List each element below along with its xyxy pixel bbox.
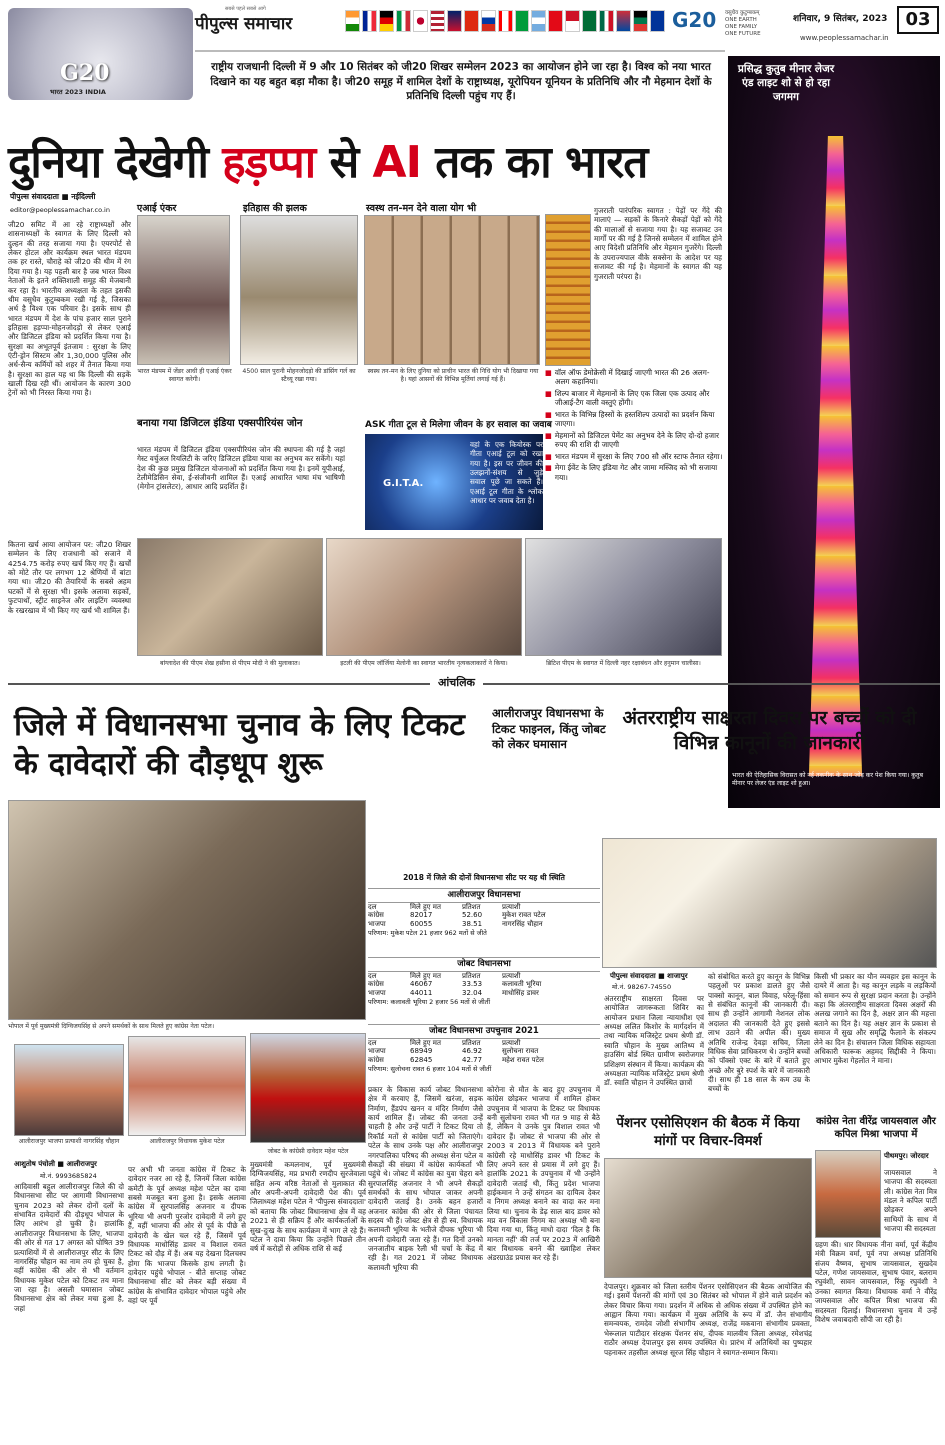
stats-cell: कांग्रेस	[368, 1056, 384, 1065]
stats-cell: 82017	[410, 911, 433, 920]
flag-icon	[650, 10, 665, 32]
page-number: 03	[897, 6, 939, 34]
article-column: पर अभी भी जनता कांग्रेस में टिकट के दावेदार नजर आ रहे हैं, जिनमें जिला कांग्रेस कमेटी के पूर्व अध्यक्ष महेश पटेल का दावा सबसे मजबूत बना हुआ है। इसके अलावा कांग्रेस में सुरपालसिंह अजनार व दीपक भूरिया भी अपनी पुरजोर दावेदारी में लगे हुए हैं, वहीं भाजपा की ओर से पूर्व के पीछे से दावेदारी के खेल चल रहे हैं, जिसमें पूर्व विधायक माधोसिंह डावर व विशाल रावत टिकट को दौड़ में हैं। अब यह देखना दिलचस्प होगा कि भाजपा किसके हाथ लगती है। दावेदार पहुंचे भोपाल - बीते सप्ताह जोबट विधानसभा सीट को लेकर बड़ी संख्या में कांग्रेस के संभावित दावेदार भोपाल पहुंचे और वहां पर पूर्व	[128, 1165, 246, 1306]
g20-logo-text: G20	[60, 60, 110, 86]
byline-email[interactable]: editor@peoplessamachar.co.in	[10, 206, 110, 214]
lead-body: जी20 समिट में आ रहे राष्ट्राध्यक्षों और शासनाध्यक्षों के स्वागत के लिए दिल्ली को दुल्हन की तरह सजाया गया है। एयरपोर्ट से लेकर होटल और कार्यक्रम स्थल भारत मंडपम तक हर रास्ते, चौराहे को जी20 की थीम में रंग दिया गया है। यह पहली बार है जब भारत विश्व नेताओं के इतने शक्तिशाली समूह की मेजबानी कर रहा है। भारतीय अध्यक्षता के तहत इसकी थीम वसुधैव कुटुम्बकम रखी गई है, जिसका अर्थ है विश्व एक परिवार है। इसके साथ ही भारत मंडपम में देश के पांच हजार साल पुराने इतिहास हड़प्पा-मोहनजोदड़ो से लेकर एआई और डिजिटल इंडिया को प्रदर्शित किया गया है। सुरक्षा का अभूतपूर्व इंतजाम : सुरक्षा के लिए एंटी-ड्रोन सिस्टम और 1,30,000 पुलिस और अर्ध-सैन्य कर्मियों को शहर में तैनात किया गया है। सुरक्षा का हाल यह था कि दिल्ली की सड़कें खाली दिख रही थीं। आयोजन के कारण 300 ट्रेनों को भी निरस्त किया गया है।	[8, 220, 131, 398]
bullet-text: भारत के विभिन्न हिस्सों के हस्तशिल्प उत्पादों का प्रदर्शन किया जाएगा।	[554, 409, 715, 429]
candidate-caption: आलीराजपुर विधायक मुकेश पटेल	[149, 1138, 225, 1145]
stats-cell: 60055	[410, 920, 433, 929]
election-side-headline: आलीराजपुर विधानसभा के टिकट फाइनल, किंतु जोबट को लेकर घमासान	[492, 706, 606, 752]
stats-cell: भाजपा	[368, 920, 386, 929]
stats-title: 2018 में जिले की दोनों विधानसभा सीट पर यह थी स्थिति	[403, 873, 565, 882]
flag-icon	[633, 10, 648, 32]
stats-cell: प्रत्याशी	[502, 971, 521, 980]
g20-logo-subtitle: भारत 2023 INDIA	[50, 88, 106, 96]
section-label: आंचलिक	[430, 676, 483, 690]
flag-icon	[498, 10, 513, 32]
stats-cell: 38.51	[462, 920, 483, 929]
article-column: किसी भी प्रकार का यौन व्यवहार इस कानून के दायरे में आता है। यह कानून लड़के व लड़कियों को समान रूप से सुरक्षा प्रदान करता है। उन्होंने कहा कि अंतरराष्ट्रीय साक्षरता दिवस अक्षरों की अलख जगाने का दिन है, अक्षर ज्ञान की महत्ता बताने का दिन है। यह अक्षर ज्ञान के प्रकाश से समाज में सुख और समृद्धि फैलाने के संकल्प लेने का दिन है। संचालन जिला विधिक सहायता अधिकारी फारूक अहमद सिद्दीकी ने किया। आभार मुकेश गेहलोत ने माना।	[814, 972, 936, 1066]
stats-result: परिणाम: मुकेश पटेल 21 हजार 962 मतों से जीते	[368, 928, 487, 937]
flag-icon	[430, 10, 445, 32]
headline-part: दुनिया देखेगी	[8, 137, 223, 188]
yoga-caption: स्वस्थ तन-मन के लिए दुनिया को प्राचीन भारत की निधि योग भी दिखाया गया है। यहां आसनों की विभिन्न मूर्तियां लगाई गई हैं।	[367, 368, 539, 383]
stats-table-jobat	[368, 957, 600, 1006]
bullet-text: मेहमानों को डिजिटल पेमेंट का अनुभव देने के लिए दो-दो हजार रुपए की राशि दी जाएगी	[554, 430, 719, 450]
stats-cell: दल	[368, 971, 377, 980]
stats-head: जोबट विधानसभा उपचुनाव 2021	[368, 1024, 600, 1039]
congress-headline: कांग्रेस नेता वीरेंद्र जायसवाल और कपिल मिश्रा भाजपा में	[816, 1116, 936, 1140]
congress-text: जायसवाल ने भाजपा की सदस्यता ली। कांग्रेस नेता मित्र मंडल ने कपिल पार्टी छोड़कर अपने साथियों के साथ में भाजपा की सदस्यता	[884, 1168, 937, 1234]
byline: पीपुल्स संवाददाता ■ नईदिल्ली	[10, 192, 96, 201]
congress-photo	[815, 1150, 881, 1238]
stats-cell: 46.92	[462, 1047, 483, 1056]
pensioner-text: देपालपुर। शुक्रवार को जिला स्तरीय पेंशनर एसोसिएशन की बैठक आयोजित की गई। इसमें पेंशनरों की मांगों एवं 30 सितंबर को भोपाल में होने वाले प्रदर्शन को लेकर विचार किया गया। प्रदर्शन में अधिक से अधिक संख्या में उपस्थित होने का आह्वान किया गया। कार्यक्रम में मुख्य अतिथि के रूप में डॉ. जैन संभागीय समन्वयक, रामदेव जोशी संभागीय अध्यक्ष, राजेंद्र मकवाना संभागीय प्रवक्ता, भेरूलाल पाटीदार संरक्षक पेंशनर संघ, दीपक मालवीय जिला अध्यक्ष, रमेशचंद्र राठौर अध्यक्ष देपालपुर इस समय उपस्थित थे। प्रारंभ में अतिथियों का पुष्पहार पहनाकर तहसील अध्यक्ष सूरज सिंह चौहान ने स्वागत-सम्मान किया।	[604, 1282, 812, 1357]
stats-cell: दल	[368, 1038, 377, 1047]
flag-icon	[362, 10, 377, 32]
g20-right-subtitle: वसुधैव कुटुम्बकम् ONE EARTH ONE FAMILY ONE FUTURE	[725, 10, 761, 37]
flag-icon	[531, 10, 546, 32]
flag-icon	[616, 10, 631, 32]
bullet-icon: ■	[545, 463, 552, 473]
stats-cell: 33.53	[462, 980, 483, 989]
stats-result: परिणाम: सुलोचना रावत 6 हजार 104 मतों से जीतीं	[368, 1064, 492, 1073]
dateline: पीथमपुर। जोरदार	[884, 1152, 929, 1160]
main-headline	[8, 135, 723, 190]
election-photo	[8, 800, 366, 1020]
stats-cell: 32.04	[462, 989, 483, 998]
stats-cell: 68949	[410, 1047, 433, 1056]
stats-row	[368, 911, 600, 920]
stats-row	[368, 1056, 600, 1065]
candidate-photo	[128, 1036, 246, 1136]
yoga-photo	[364, 215, 540, 365]
stats-cell: 42.77	[462, 1056, 483, 1065]
article-column: अंतरराष्ट्रीय साक्षरता दिवस पर आयोजित जागरूकता शिविर का आयोजन प्रधान जिला न्यायाधीश एवं अध्यक्ष ललित किशोर के मार्गदर्शन में तथा न्यायिक मजिस्ट्रेट प्रथम श्रेणी डॉ. स्वाति चौहान के मुख्य आतिथ्य में हाउसिंग बोर्ड स्थित ग्रामीण स्वरोजगार प्रशिक्षण संस्थान में किया। कार्यक्रम की अध्यक्षता न्यायिक मजिस्ट्रेट प्रथम श्रेणी डॉ. स्वाति चौहान ने उपस्थित छात्रों	[604, 994, 704, 1088]
stats-header-row	[368, 972, 600, 981]
article-column: को संबोधित करते हुए कानून के विभिन्न पहलुओं पर प्रकाश डालते हुए जैसे पाक्सो कानून, बाल विवाह, घरेलू-हिंसा से संबंधित कानूनों की जानकारी दी। साथ ही उन्होंने आगामी नेशनल लोक अदालत की जानकारी देते हुए इससे लाभ उठाने की अपील की। मुख्य अतिथि राजेन्द्र देवड़ा सचिव, जिला विधिक सेवा प्राधिकरण थे। उन्होंने बच्चों को पॉक्सो एक्ट के बारे में बताते हुए अच्छे और बुरे स्पर्श के बारे में जानकारी दी। साथ ही 18 साल के कम उम्र के बच्चों के	[708, 972, 810, 1094]
bullet-text: मेगा ईवेंट के लिए इंडिया गेट और जामा मस्जिद को भी सजाया गया।	[554, 463, 718, 482]
gita-title: ASK गीता टूल से मिलेगा जीवन के हर सवाल का जवाब	[365, 420, 552, 430]
bullet-item	[545, 463, 723, 482]
stats-cell: 62845	[410, 1056, 433, 1065]
stats-cell: कांग्रेस	[368, 980, 384, 989]
history-photo	[240, 215, 358, 365]
bullet-icon: ■	[545, 388, 552, 398]
flag-icon	[379, 10, 394, 32]
flag-icon	[599, 10, 614, 32]
flag-icon	[464, 10, 479, 32]
stats-row	[368, 980, 600, 989]
bullet-icon: ■	[545, 430, 552, 440]
stats-cell: मिले हुए मत	[410, 902, 441, 911]
stats-table-bypoll	[368, 1024, 600, 1073]
ai-anchor-title: एआई एंकर	[137, 203, 177, 214]
flag-icon	[515, 10, 530, 32]
stats-cell: भाजपा	[368, 1047, 386, 1056]
paper-name: पीपुल्स समाचार	[195, 14, 293, 34]
bullet-icon: ■	[545, 409, 552, 419]
byline: पीपुल्स संवाददाता ■ शाजापुर	[610, 972, 688, 980]
stats-cell: कलावती भूरिया	[502, 980, 542, 989]
stats-cell: 52.60	[462, 911, 483, 920]
article-column: कोरोना से मौत के बाद हुए उपचुनाव में कांग्रेस छोड़कर भाजपा में शामिल होकर उपचुनाव में भाजपा के टिकट पर विधायक बनी सुलोचना रावत भी गत 9 माह से बैठे हैं, लेकिन वे उनके पुत्र विशाल रावत भी दावेदार हैं। जोबट से भाजपा की ओर से 2003 व 2013 में विधायक बने पुराने कांग्रेसी रहे माधोसिंह डावर भी टिकट के लिए अपने स्तर से प्रयास में लगे हुए हैं। हालांकि 2021 के उपचुनाव में भी उन्होंने दावेदारी जताई थी, किंतु प्रदेश भाजपा हाईकमान ने उन्हें संगठन का दायित्व देकर व निगम अध्यक्ष बनाने का वादा कर मना लिया था। चुनाव के डेढ़ साल बाद डावर को मप्र वन विकास निगम का अध्यक्ष भी बना दिया गया था, किंतु माधो दादा 'दिल है कि मानता नहीं' की तर्ज पर 2023 में आखिरी बार विधायक बनने की ख्वाहिश लेकर अंडरग्राउंड प्रयास कर रहे हैं।	[487, 1085, 600, 1263]
bullet-icon: ■	[545, 451, 552, 461]
candidate-caption: आलीराजपुर भाजपा प्रत्याशी नागरसिंह चौहान	[18, 1138, 120, 1145]
pensioner-headline: पेंशनर एसोसिएशन की बैठक में किया मांगों पर विचार-विमर्श	[616, 1115, 800, 1149]
bullet-text: वॉल ऑफ डेमोक्रेसी में दिखाई जाएगी भारत की 26 अलग-अलग कहानियां।	[554, 368, 710, 387]
stats-header-row	[368, 903, 600, 912]
bullet-item	[545, 368, 723, 387]
flag-icon	[548, 10, 563, 32]
history-title: इतिहास की झलक	[243, 203, 307, 214]
flag-icon	[345, 10, 360, 32]
tower-shape	[788, 136, 883, 776]
stats-table-alirajpur	[368, 888, 600, 937]
flag-icon	[413, 10, 428, 32]
election-photo-caption: भोपाल में पूर्व मुख्यमंत्री दिग्विजयसिंह से अपने समर्थकों के साथ मिलते हुए कांग्रेस नेता पटेल।	[8, 1023, 215, 1030]
article-column: प्रकार के विकास कार्य जोबट विधानसभा क्षेत्र में करवाए हैं, जिसमें खरंजा, सड़क निर्माण, हैंडपंप खनन व मंदिर निर्माण जैसे कार्य शामिल हैं। जोबट की जनता उन्हें चाहती है और उन्हें पार्टी ने टिकट दिया तो रिकॉर्ड मतों से कांग्रेस पार्टी को जिताएंगे। पटेल के साथ उनके पक्ष और आलीराजपुर नगरपालिका परिषद की अध्यक्ष सेना पटेल व सैकड़ों की संख्या में कांग्रेस कार्यकर्ता भी पहुंचे थे। जोबट में कांग्रेस का युवा चेहरा बने सुरपालसिंह अजनार ने भी अपने सैकड़ों समर्थकों के साथ भोपाल जाकर अपनी दावेदारी जताई है। उनके बहन हजारों अजनार कांग्रेस की ओर से जिला पंचायत सदस्य भी हैं। जोबट क्षेत्र से ही स्व. विधायक कलावती भूरिया के भतीजे दीपक भूरिया भी अपनी दावेदारी जता रहे हैं। गत दिनों उनको जनजातीय बाइक रैली भी चर्चा के केंद्र में रही है। गत 2021 में जोबट विधायक कलावती भूरिया की	[368, 1085, 483, 1272]
gita-label: G.I.T.A.	[383, 478, 424, 489]
paper-tagline: सबसे पहले सबसे आगे	[225, 6, 266, 12]
stats-cell: प्रतिशत	[462, 1038, 481, 1047]
date-line: शनिवार, 9 सितंबर, 2023	[793, 14, 888, 24]
bullet-icon: ■	[545, 368, 552, 377]
literacy-headline: अंतरराष्ट्रीय साक्षरता दिवस पर बच्चों को दी विभिन्न कानूनों की जानकारी	[622, 707, 917, 754]
stats-cell: महेश रावत पटेल	[502, 1056, 544, 1065]
photo-caption: बांग्लादेश की पीएम शेख हसीना से पीएम मोदी ने की मुलाकात।	[160, 660, 300, 667]
stats-cell: कांग्रेस	[368, 911, 384, 920]
divider	[195, 50, 725, 52]
flag-icon	[565, 10, 580, 32]
photo-caption: इटली की पीएम जॉर्जिया मेलोनी का स्वागत भारतीय नृत्यकलाकारों ने किया।	[340, 660, 508, 667]
stats-cell: प्रतिशत	[462, 971, 481, 980]
cost-text: कितना खर्च आया आयोजन पर: जी20 शिखर सम्मेलन के लिए राजधानी को सजाने में 4254.75 करोड़ रुपए खर्च किए गए हैं। खर्चों को मोटे तौर पर लगभग 12 श्रेणियों में बांटा गया था। जी20 की तैयारियों के सबसे अहम घटकों में से सुरक्षा भी। इसके अलावा सड़कों, फुटपाथों, स्ट्रीट साइनेज और लाइटिंग व्यवस्था के रखरखाव में भी किए गए खर्च भी शामिल हैं।	[8, 540, 131, 615]
stats-row	[368, 920, 600, 929]
byline: आशुतोष पंचोली ■ आलीराजपुर	[14, 1160, 97, 1168]
stats-cell: मिले हुए मत	[410, 971, 441, 980]
qutub-caption-bottom: भारत की ऐतिहासिक विरासत को नई तकनीक के साथ जोड़ कर पेश किया गया। कुतुब मीनार पर लेजर एंड लाइट शो हुआ।	[732, 772, 924, 788]
congress-text: ग्रहण की। धार विधायक नीना वर्मा, पूर्व केंद्रीय मंत्री विक्रम वर्मा, पूर्व नपा अध्यक्ष प्रतिनिधि संजय वैष्णव, सुभाष जायसवाल, सुखदेव पटेल, गणेश जायसवाल, सुभाष पंवार, बलराम रघुवंशी, सावन जायसवाल, रिंकू रघुवंशी ने उनका स्वागत किया। विधायक वर्मा ने वीरेंद्र जायसवाल और कपिल मिश्रा भाजपा की सदस्यता दिलाई। विधानसभा चुनाव में उन्हें विशेष जवाबदारी सौंपी जा रही है।	[815, 1240, 937, 1324]
flag-icon	[447, 10, 462, 32]
stats-row	[368, 989, 600, 998]
photo-caption: ब्रिटिश पीएम के स्वागत में दिल्ली नहर रक्षाबंधन और हनुमान चालीसा।	[546, 660, 701, 667]
qutub-minar-photo	[728, 56, 940, 808]
website-url[interactable]: www.peoplessamachar.in	[800, 34, 889, 42]
gujarat-welcome-text: गुजराती पारंपरिक स्वागत : पेड़ों पर गेंदे की मालाएं — सड़कों के किनारे सैकड़ों पेड़ों को गेंदे की मालाओं से सजाया गया है। यह सजावट उन मार्गों पर की गई है जिनसे सम्मेलन में शामिल होने आए विदेशी प्रतिनिधि और मेहमान गुजरेंगे। दिल्ली के उपराज्यपाल वीके सक्सेना के आदेश पर यह सजावट की गई है। मेहमानों के स्वागत की यह गुजराती परंपरा है।	[594, 206, 722, 281]
stats-cell: मिले हुए मत	[410, 1038, 441, 1047]
stats-cell: भाजपा	[368, 989, 386, 998]
photo-hasina-modi	[137, 538, 323, 656]
flag-icon	[396, 10, 411, 32]
stats-cell: नागरसिंह चौहान	[502, 920, 543, 929]
byline-phone: मो.नं. 9993685824	[40, 1172, 97, 1180]
stats-result: परिणाम: कलावती भूरिया 2 हजार 56 मतों से जीतीं	[368, 997, 491, 1006]
stats-cell: मुकेश रावत पटेल	[502, 911, 546, 920]
candidate-photo	[14, 1044, 124, 1136]
photo-uk-pm	[525, 538, 722, 656]
ai-anchor-photo	[137, 215, 230, 365]
candidate-photo	[250, 1033, 366, 1143]
headline-highlight: हड़प्पा	[222, 137, 316, 188]
headline-highlight: AI	[372, 137, 421, 188]
byline-phone: मो.नं. 98267-74550	[612, 983, 672, 991]
bullet-item	[545, 452, 723, 461]
marigold-tree-photo	[545, 214, 591, 366]
stats-cell: माधोसिंह डावर	[502, 989, 539, 998]
stats-cell: 44011	[410, 989, 433, 998]
headline-part: तक का भारत	[420, 137, 648, 188]
stats-head: आलीराजपुर विधानसभा	[368, 888, 600, 903]
candidate-caption: जोबट के कांग्रेसी दावेदार महेश पटेल	[267, 1148, 349, 1155]
flag-icon	[582, 10, 597, 32]
flag-icon	[481, 10, 496, 32]
stats-cell: प्रत्याशी	[502, 902, 521, 911]
stats-head: जोबट विधानसभा	[368, 957, 600, 972]
bullet-text: शिल्प बाजार में मेहमानों के लिए एक जिला एक उत्पाद और जीआई-टैग वाली वस्तुएं होंगी।	[554, 388, 710, 408]
qutub-caption-top: प्रसिद्ध कुतुब मीनार लेजर एंड लाइट शो से हो रहा जगमग	[737, 63, 835, 104]
intro-text: राष्ट्रीय राजधानी दिल्ली में 9 और 10 सितंबर को जी20 शिखर सम्मेलन 2023 का आयोजन होने जा रहा है। विश्व को नया भारत दिखाने का यह बहुत बड़ा मौका है। जी20 समूह में शामिल देशों के राष्ट्राध्यक्ष, यूरोपियन यूनियन के प्रतिनिधि और नौ मेहमान देशों के प्रतिनिधि दिल्ली पहुंच गए हैं।	[210, 61, 712, 103]
bullet-item	[545, 431, 723, 450]
history-caption: 4500 साल पुरानी मोहनजोदड़ो की डांसिंग गर्ल का स्टैच्यू रखा गया।	[242, 368, 356, 383]
bullet-item	[545, 410, 723, 429]
stats-cell: 46067	[410, 980, 433, 989]
bullet-text: भारत मंडपम में सुरक्षा के लिए 700 सौ ऑर स्टाफ तैनात रहेगा।	[554, 451, 723, 461]
bullet-list	[545, 368, 723, 484]
election-headline: जिले में विधानसभा चुनाव के लिए टिकट के दावेदारों की दौड़धूप शुरू	[14, 707, 465, 782]
stats-row	[368, 1047, 600, 1056]
bullet-item	[545, 389, 723, 408]
literacy-photo	[602, 838, 937, 968]
digital-zone-text: भारत मंडपम में डिजिटल इंडिया एक्सपीरियंस जोन की स्थापना की गई है जहां गेस्ट वर्चुअल रियलिटी के जरिए डिजिटल इंडिया यात्रा का अनुभव कर सकेंगे। यहां देश की कुछ प्रमुख डिजिटल योजनाओं को प्रदर्शित किया गया है। इनमें यूपीआई, टेलीमेडिसिन सेवा, ई-संजीवनी शामिल हैं। एआई आधारित भाषा मंच भाषिणी (मेगोन ट्रांसलेटर), आधार आदि प्रदर्शित हैं।	[137, 445, 345, 492]
stats-cell: सुलोचना रावत	[502, 1047, 539, 1056]
gita-text: वहां के एक कियोस्क पर गीता एआई टूल को रखा गया है। इस पर जीवन की उलझनों-संशय से जुड़े सवाल पूछे जा सकते हैं। एआई टूल गीता के श्लोक आधार पर जवाब देता है।	[470, 440, 543, 506]
pensioner-photo	[604, 1158, 812, 1278]
g20-right-logo: G20	[672, 8, 717, 32]
stats-cell: प्रतिशत	[462, 902, 481, 911]
stats-cell: प्रत्याशी	[502, 1038, 521, 1047]
yoga-title: स्वस्थ तन-मन देने वाला योग भी	[366, 203, 477, 214]
ai-anchor-caption: भारत मंडपम में जेंडर आधी ही एआई एंकर स्वागत करेगी।	[137, 368, 232, 383]
article-column: मुख्यमंत्री कमलनाथ, पूर्व मुख्यमंत्री दिग्विजयसिंह, मप्र प्रभारी रणदीप सुरजेवाला सहित अन्य वरिष्ठ नेताओं से मुलाकात की और अपनी-अपनी दावेदारी पेश की। पूर्व जिलाध्यक्ष महेश पटेल ने 'पीपुल्स संवाददाता' को बताया कि जोबट विधानसभा क्षेत्र में वह 2021 से ही सक्रिय हैं और कार्यकर्ताओं के सुख-दुःख के साथ कार्यक्रम में भाग ले रहे हैं। पटेल ने दावा किया कि उन्होंने पिछले तीन वर्ष में करोड़ों से अधिक राशि से कई	[250, 1160, 366, 1254]
flags-strip	[345, 10, 665, 32]
digital-zone-title: बनाया गया डिजिटल इंडिया एक्सपीरियंस जोन	[137, 418, 303, 429]
headline-part: से	[315, 137, 373, 188]
article-column: आदिवासी बहुल आलीराजपुर जिले की दो विधानसभा सीट पर आगामी विधानसभा चुनाव 2023 को लेकर दोनों दलों के संभावित दावेदारों की दौड़धूप भोपाल के लिए आरंभ हो चुकी है। हालांकि आलीराजपुर विधानसभा के लिए, भाजपा की ओर से गत 17 अगस्त को घोषित 39 प्रत्याशियों में से आलीराजपुर सीट के लिए नागरसिंह चौहान का नाम तय हो चुका है, वहीं कांग्रेस की ओर से भी वर्तमान विधायक मुकेश पटेल को टिकट तय माना जा रहा है। असली घमासान जोबट विधानसभा क्षेत्र को लेकर मचा हुआ है, जहां	[14, 1182, 124, 1313]
stats-header-row	[368, 1039, 600, 1048]
stats-cell: दल	[368, 902, 377, 911]
photo-meloni	[326, 538, 522, 656]
